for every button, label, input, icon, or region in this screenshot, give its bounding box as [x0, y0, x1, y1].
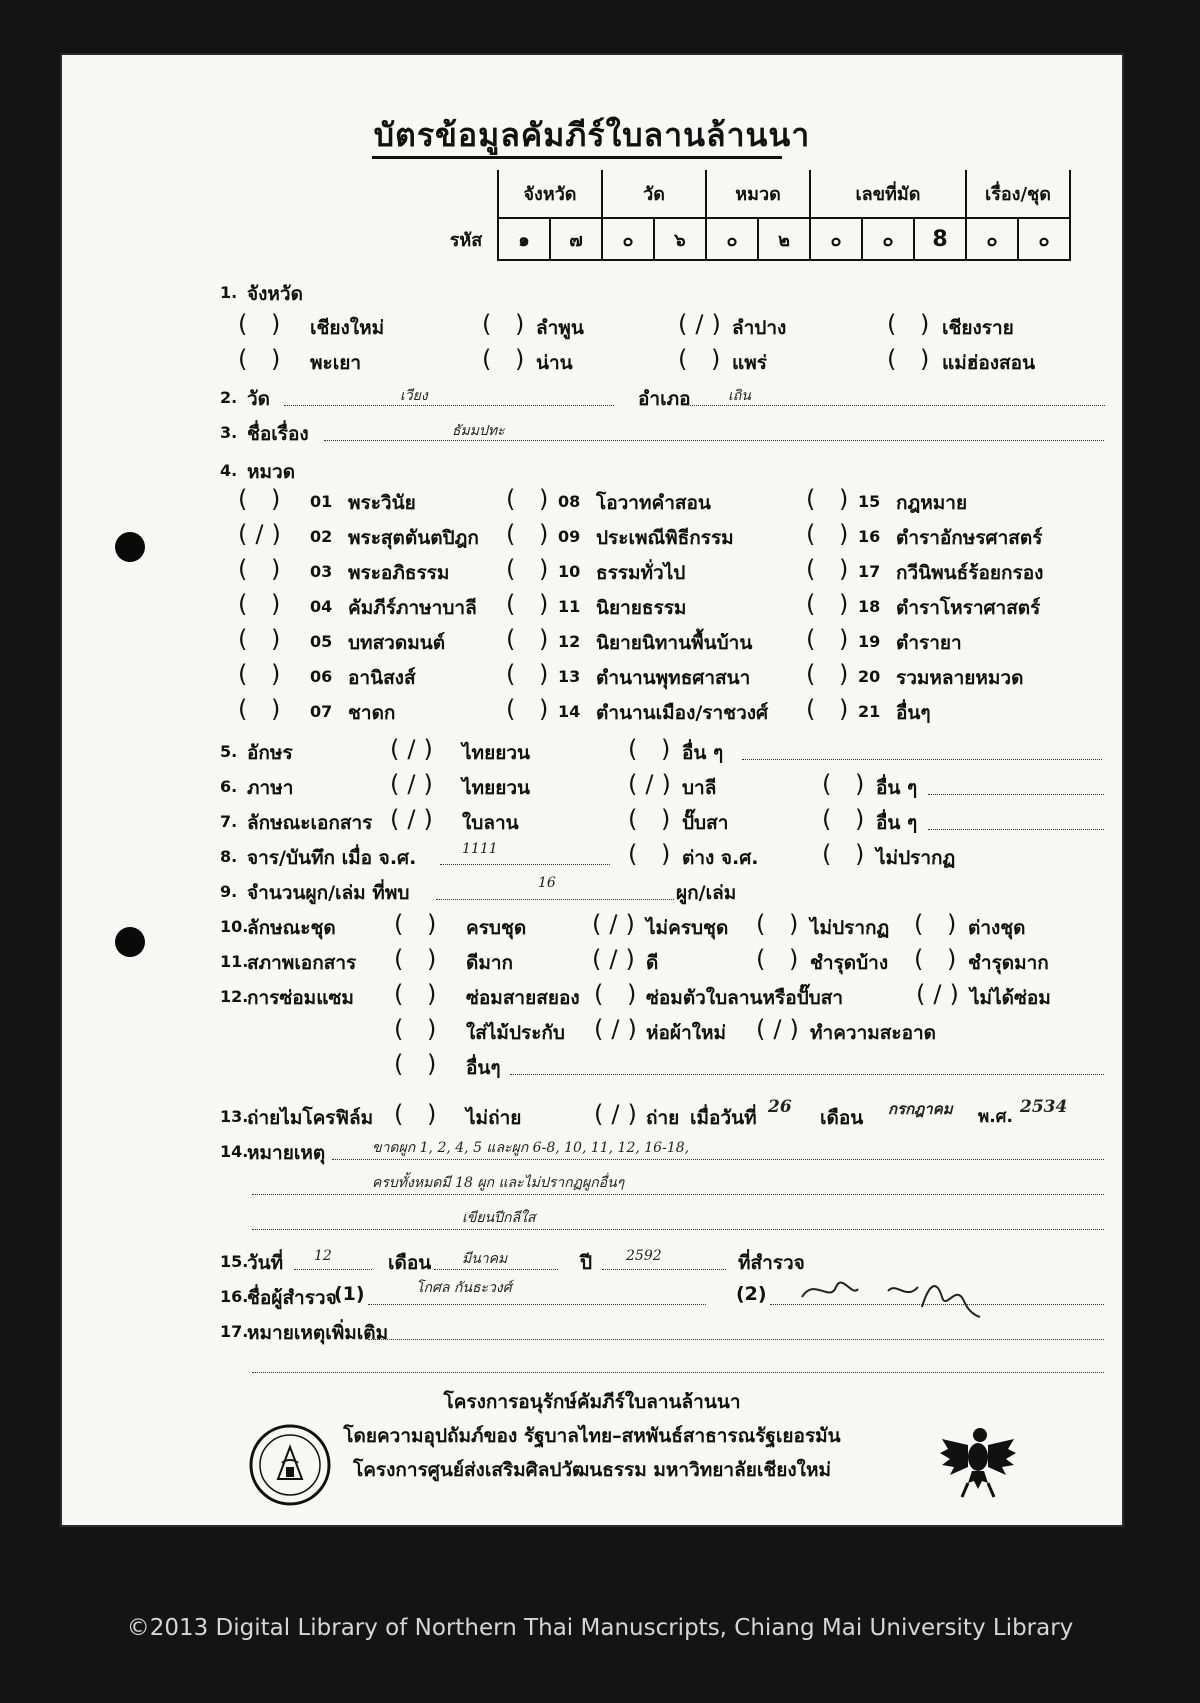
project-line-3: โครงการศูนย์ส่งเสริมศิลปวัฒนธรรม มหาวิทยาลัยเชียงใหม่	[353, 1459, 831, 1481]
checkbox[interactable]: ( )	[482, 345, 533, 373]
checkbox[interactable]: (/)	[594, 1015, 645, 1043]
option-label: อื่น ๆ	[876, 777, 918, 799]
section-label: วัด	[247, 388, 271, 410]
surveyor-1-name[interactable]: โกศล กันธะวงศ์	[416, 1280, 512, 1296]
checkbox[interactable]: ( )	[806, 520, 857, 548]
section-label: หมวด	[247, 461, 296, 483]
checkbox[interactable]: ( )	[238, 310, 289, 338]
checkbox[interactable]: ( )	[628, 840, 679, 868]
code-digit: ๐	[706, 218, 758, 260]
code-header-bundle: เลขที่มัด	[810, 170, 966, 218]
checkbox[interactable]: ( )	[887, 345, 938, 373]
checkbox[interactable]: ( )	[822, 840, 873, 868]
category-code: 06	[310, 667, 333, 686]
option-label: ทำความสะอาด	[810, 1022, 936, 1044]
option-label: แม่ฮ่องสอน	[942, 352, 1036, 374]
category-code: 05	[310, 632, 333, 651]
checkbox[interactable]: ( )	[914, 945, 965, 973]
dotted-line	[252, 1194, 1104, 1195]
section-label: จังหวัด	[247, 283, 303, 305]
option-label: อื่นๆ	[466, 1057, 501, 1079]
option-label: ชำรุดบ้าง	[810, 952, 889, 974]
option-label: ไม่ปรากฏ	[876, 847, 956, 869]
code-digit: ๗	[550, 218, 602, 260]
category-label: พระวินัย	[348, 492, 416, 514]
category-code: 12	[558, 632, 581, 651]
checkbox[interactable]: ( )	[506, 555, 557, 583]
survey-month-value[interactable]: มีนาคม	[462, 1251, 508, 1267]
option-label: ห่อผ้าใหม่	[646, 1022, 727, 1044]
section-label: หมายเหตุ	[247, 1142, 326, 1164]
category-code: 07	[310, 702, 333, 721]
amphoe-value[interactable]: เถิน	[728, 388, 751, 404]
survey-day-value[interactable]: 12	[314, 1248, 332, 1264]
category-code: 17	[858, 562, 881, 581]
code-digit: ๒	[758, 218, 810, 260]
project-line-1: โครงการอนุรักษ์คัมภีร์ใบลานล้านนา	[443, 1391, 741, 1413]
section-number: 5.	[220, 742, 238, 761]
option-label: พะเยา	[310, 352, 362, 374]
section-number: 12.	[220, 987, 249, 1006]
microfilm-date-label: เมื่อวันที่	[690, 1107, 757, 1129]
project-line-2: โดยความอุปถัมภ์ของ รัฐบาลไทย–สหพันธ์สาธารณรัฐเยอรมัน	[343, 1425, 841, 1447]
category-label: ตำราโหราศาสตร์	[896, 597, 1041, 619]
checkbox[interactable]: ( )	[506, 485, 557, 513]
checkbox[interactable]: (/)	[390, 770, 441, 798]
checkbox[interactable]: ( )	[394, 945, 445, 973]
code-header-temple: วัด	[602, 170, 706, 218]
dotted-line	[368, 1304, 706, 1305]
survey-year-label: ปี	[580, 1252, 593, 1274]
dotted-line	[510, 1074, 1104, 1075]
section-label: ลักษณะเอกสาร	[247, 812, 373, 834]
option-label: อื่น ๆ	[682, 742, 724, 764]
option-label: ใส่ไม้ประกับ	[466, 1022, 565, 1044]
surveyor-2-signature	[796, 1267, 986, 1327]
code-row-label: รหัส	[449, 229, 483, 251]
section-label: ลักษณะชุด	[247, 917, 336, 939]
checkbox[interactable]: ( )	[756, 945, 807, 973]
category-label: อานิสงส์	[348, 667, 416, 689]
category-label: ประเพณีพิธีกรรม	[596, 527, 734, 549]
section-label: การซ่อมแซม	[247, 987, 354, 1009]
option-label: ดี	[646, 952, 659, 974]
category-code: 09	[558, 527, 581, 546]
section-label: ภาษา	[247, 777, 294, 799]
checkbox[interactable]: ( )	[806, 590, 857, 618]
category-code: 04	[310, 597, 333, 616]
checkbox[interactable]: ( )	[394, 980, 445, 1008]
option-label: บาลี	[682, 777, 717, 799]
checkbox[interactable]: (/)	[390, 735, 441, 763]
checkbox[interactable]: ( )	[238, 660, 289, 688]
section-number: 3.	[220, 423, 238, 442]
category-label: รวมหลายหมวด	[896, 667, 1024, 689]
checkbox[interactable]: ( )	[238, 485, 289, 513]
checkbox[interactable]: ( )	[482, 310, 533, 338]
category-code: 20	[858, 667, 881, 686]
category-label: ตำนานพุทธศาสนา	[596, 667, 751, 689]
section-number: 8.	[220, 847, 238, 866]
option-label: ดีมาก	[466, 952, 514, 974]
dotted-line	[690, 405, 1105, 406]
checkbox[interactable]: (/)	[390, 805, 441, 833]
checkbox[interactable]: ( )	[506, 625, 557, 653]
surveyor-1-label: (1)	[334, 1283, 365, 1305]
dotted-line	[928, 829, 1104, 830]
checkbox[interactable]: ( )	[394, 1050, 445, 1078]
option-label: ลำพูน	[536, 317, 584, 339]
category-label: พระอภิธรรม	[348, 562, 450, 584]
dotted-line	[284, 405, 614, 406]
checkbox[interactable]: ( )	[594, 980, 645, 1008]
section-number: 17.	[220, 1322, 249, 1341]
dotted-line	[436, 899, 674, 900]
microfilm-year-value[interactable]: 2534	[1020, 1097, 1068, 1117]
category-code: 03	[310, 562, 333, 581]
option-label: แพร่	[732, 352, 767, 374]
category-code: 11	[558, 597, 581, 616]
survey-place-label: ที่สำรวจ	[738, 1252, 805, 1274]
checkbox[interactable]: ( )	[238, 695, 289, 723]
unit-label: ผูก/เล่ม	[676, 882, 737, 904]
code-digit: ๖	[654, 218, 706, 260]
checkbox[interactable]: ( )	[506, 520, 557, 548]
temple-value[interactable]: เวียง	[400, 388, 428, 404]
code-header-category: หมวด	[706, 170, 810, 218]
title-underline	[372, 156, 782, 159]
category-label: ตำนานเมือง/ราชวงศ์	[596, 702, 769, 724]
dotted-line	[252, 1229, 1104, 1230]
code-digit: ๑	[498, 218, 550, 260]
section-number: 2.	[220, 388, 238, 407]
option-label: ชำรุดมาก	[968, 952, 1049, 974]
option-label: ไทยยวน	[462, 777, 531, 799]
survey-month-label: เดือน	[388, 1252, 432, 1274]
option-label: ถ่าย	[646, 1107, 680, 1129]
checkbox[interactable]: (/)	[592, 945, 643, 973]
checkbox[interactable]: ( )	[678, 345, 729, 373]
code-table	[440, 170, 1071, 261]
checkbox[interactable]: ( )	[806, 555, 857, 583]
code-digit: ๐	[602, 218, 654, 260]
dotted-line	[928, 794, 1104, 795]
category-code: 18	[858, 597, 881, 616]
code-header-province: จังหวัด	[498, 170, 602, 218]
category-code: 16	[858, 527, 881, 546]
card-title: บัตรข้อมูลคัมภีร์ใบลานล้านนา	[373, 116, 811, 154]
section-label: ชื่อผู้สำรวจ	[247, 1287, 337, 1309]
checkbox[interactable]: ( )	[887, 310, 938, 338]
option-label: อื่น ๆ	[876, 812, 918, 834]
checkbox[interactable]: ( )	[806, 695, 857, 723]
checkbox[interactable]: ( )	[394, 1015, 445, 1043]
category-label: โอวาทคำสอน	[596, 492, 711, 514]
category-label: กฎหมาย	[896, 492, 968, 514]
option-label: ไม่ปรากฏ	[810, 917, 890, 939]
checkbox[interactable]: ( )	[506, 695, 557, 723]
section-label: ถ่ายไมโครฟิล์ม	[247, 1107, 374, 1129]
option-label: ไม่ถ่าย	[466, 1107, 522, 1129]
code-digit: ๐	[1018, 218, 1070, 260]
option-label: ปั๊บสา	[682, 812, 729, 834]
german-eagle-icon	[938, 1419, 1018, 1507]
checkbox[interactable]: ( )	[628, 805, 679, 833]
microfilm-year-label: พ.ศ.	[978, 1107, 1013, 1127]
section-number: 9.	[220, 882, 238, 901]
category-code: 21	[858, 702, 881, 721]
checkbox[interactable]: ( )	[238, 625, 289, 653]
section-number: 11.	[220, 952, 249, 971]
option-label: เชียงราย	[942, 317, 1014, 339]
checkbox[interactable]: ( )	[756, 910, 807, 938]
amphoe-label: อำเภอ	[638, 388, 691, 410]
note-line[interactable]: ครบทั้งหมดมี 18 ผูก และไม่ปรากฏผูกอื่นๆ	[372, 1175, 625, 1191]
section-label: วันที่	[247, 1252, 284, 1274]
dotted-line	[252, 1372, 1104, 1373]
survey-year-value[interactable]: 2592	[626, 1248, 662, 1264]
option-label: ใบลาน	[462, 812, 519, 834]
category-code: 02	[310, 527, 333, 546]
checkbox[interactable]: ( )	[628, 735, 679, 763]
checkbox[interactable]: ( )	[822, 770, 873, 798]
category-code: 14	[558, 702, 581, 721]
section-label: อักษร	[247, 742, 293, 764]
category-code: 08	[558, 492, 581, 511]
microfilm-month-value[interactable]: กรกฎาคม	[888, 1100, 953, 1118]
category-code: 10	[558, 562, 581, 581]
code-digit: ๐	[810, 218, 862, 260]
bundle-count-value[interactable]: 16	[538, 875, 556, 891]
section-number: 1.	[220, 283, 238, 302]
option-label: ไม่ได้ซ่อม	[970, 987, 1051, 1009]
dotted-line	[742, 759, 1102, 760]
section-label: หมายเหตุเพิ่มเติม	[247, 1322, 389, 1344]
section-number: 15.	[220, 1252, 249, 1271]
section-number: 13.	[220, 1107, 249, 1126]
section-number: 10.	[220, 917, 249, 936]
category-label: ชาดก	[348, 702, 396, 724]
category-label: ธรรมทั่วไป	[596, 562, 686, 584]
category-label: ตำรายา	[896, 632, 962, 654]
section-label: ชื่อเรื่อง	[247, 423, 309, 445]
note-line[interactable]: ขาดผูก 1, 2, 4, 5 และผูก 6-8, 10, 11, 12, 16-18,	[372, 1140, 690, 1156]
option-label: น่าน	[536, 352, 573, 374]
code-header-set: เรื่อง/ชุด	[966, 170, 1070, 218]
checkbox[interactable]: ( )	[506, 590, 557, 618]
punch-hole	[115, 532, 145, 562]
category-label: อื่นๆ	[896, 702, 931, 724]
copyright-footer: ©2013 Digital Library of Northern Thai Manuscripts, Chiang Mai University Library	[126, 1615, 1074, 1641]
section-label: จาร/บันทึก เมื่อ จ.ศ.	[247, 847, 417, 869]
section-number: 7.	[220, 812, 238, 831]
category-label: นิยายนิทานพื้นบ้าน	[596, 632, 753, 654]
checkbox[interactable]: ( )	[394, 1100, 445, 1128]
option-label: ไม่ครบชุด	[646, 917, 729, 939]
category-code: 13	[558, 667, 581, 686]
dotted-line	[602, 1269, 726, 1270]
checkbox[interactable]: (/)	[594, 1100, 645, 1128]
section-number: 6.	[220, 777, 238, 796]
category-label: กวีนิพนธ์ร้อยกรอง	[896, 562, 1044, 584]
code-digit: 8	[914, 218, 966, 260]
category-label: นิยายธรรม	[596, 597, 687, 619]
category-label: ตำราอักษรศาสตร์	[896, 527, 1043, 549]
checkbox[interactable]: ( )	[238, 555, 289, 583]
section-label: สภาพเอกสาร	[247, 952, 357, 974]
checkbox[interactable]: ( )	[806, 485, 857, 513]
survey-card	[62, 55, 1122, 1525]
category-code: 19	[858, 632, 881, 651]
dotted-line	[294, 1269, 372, 1270]
option-label: เชียงใหม่	[310, 317, 385, 339]
dating-value[interactable]: 1111	[462, 841, 498, 857]
section-label: จำนวนผูก/เล่ม ที่พบ	[247, 882, 410, 904]
dotted-line	[324, 440, 1104, 441]
microfilm-day-value[interactable]: 26	[768, 1097, 792, 1117]
option-label: ต่าง จ.ศ.	[682, 847, 759, 869]
option-label: ลำปาง	[732, 317, 787, 339]
checkbox[interactable]: ( )	[238, 590, 289, 618]
checkbox[interactable]: ( )	[238, 345, 289, 373]
category-code: 15	[858, 492, 881, 511]
checkbox[interactable]: ( )	[914, 910, 965, 938]
microfilm-month-label: เดือน	[820, 1107, 864, 1129]
checkbox[interactable]: (/)	[756, 1015, 807, 1043]
checkbox[interactable]: (/)	[628, 770, 679, 798]
checkbox[interactable]: ( )	[806, 660, 857, 688]
category-label: บทสวดมนต์	[348, 632, 446, 654]
option-label: ซ่อมสายสยอง	[466, 987, 580, 1009]
checkbox[interactable]: ( )	[806, 625, 857, 653]
category-code: 01	[310, 492, 333, 511]
code-digit: ๐	[862, 218, 914, 260]
title-value[interactable]: ธัมมปทะ	[452, 423, 505, 439]
section-number: 4.	[220, 461, 238, 480]
section-number: 14.	[220, 1142, 249, 1161]
option-label: ไทยยวน	[462, 742, 531, 764]
dotted-line	[332, 1159, 1104, 1160]
category-label: พระสุตตันตปิฎก	[348, 527, 479, 549]
university-seal-icon	[248, 1423, 332, 1507]
note-line[interactable]: เขียนปีกลีใส	[462, 1210, 536, 1226]
checkbox[interactable]: ( )	[394, 910, 445, 938]
category-label: คัมภีร์ภาษาบาลี	[348, 597, 477, 619]
checkbox[interactable]: ( )	[506, 660, 557, 688]
code-digit: ๐	[966, 218, 1018, 260]
option-label: ซ่อมตัวใบลานหรือปั๊บสา	[646, 987, 844, 1009]
checkbox[interactable]: (/)	[916, 980, 967, 1008]
option-label: ครบชุด	[466, 917, 527, 939]
section-number: 16.	[220, 1287, 249, 1306]
checkbox[interactable]: (/)	[592, 910, 643, 938]
checkbox[interactable]: (/)	[678, 310, 729, 338]
punch-hole	[115, 927, 145, 957]
surveyor-2-label: (2)	[736, 1283, 767, 1305]
checkbox[interactable]: (/)	[238, 520, 289, 548]
dotted-line	[368, 1339, 1104, 1340]
checkbox[interactable]: ( )	[822, 805, 873, 833]
option-label: ต่างชุด	[968, 917, 1026, 939]
dotted-line	[440, 864, 610, 865]
